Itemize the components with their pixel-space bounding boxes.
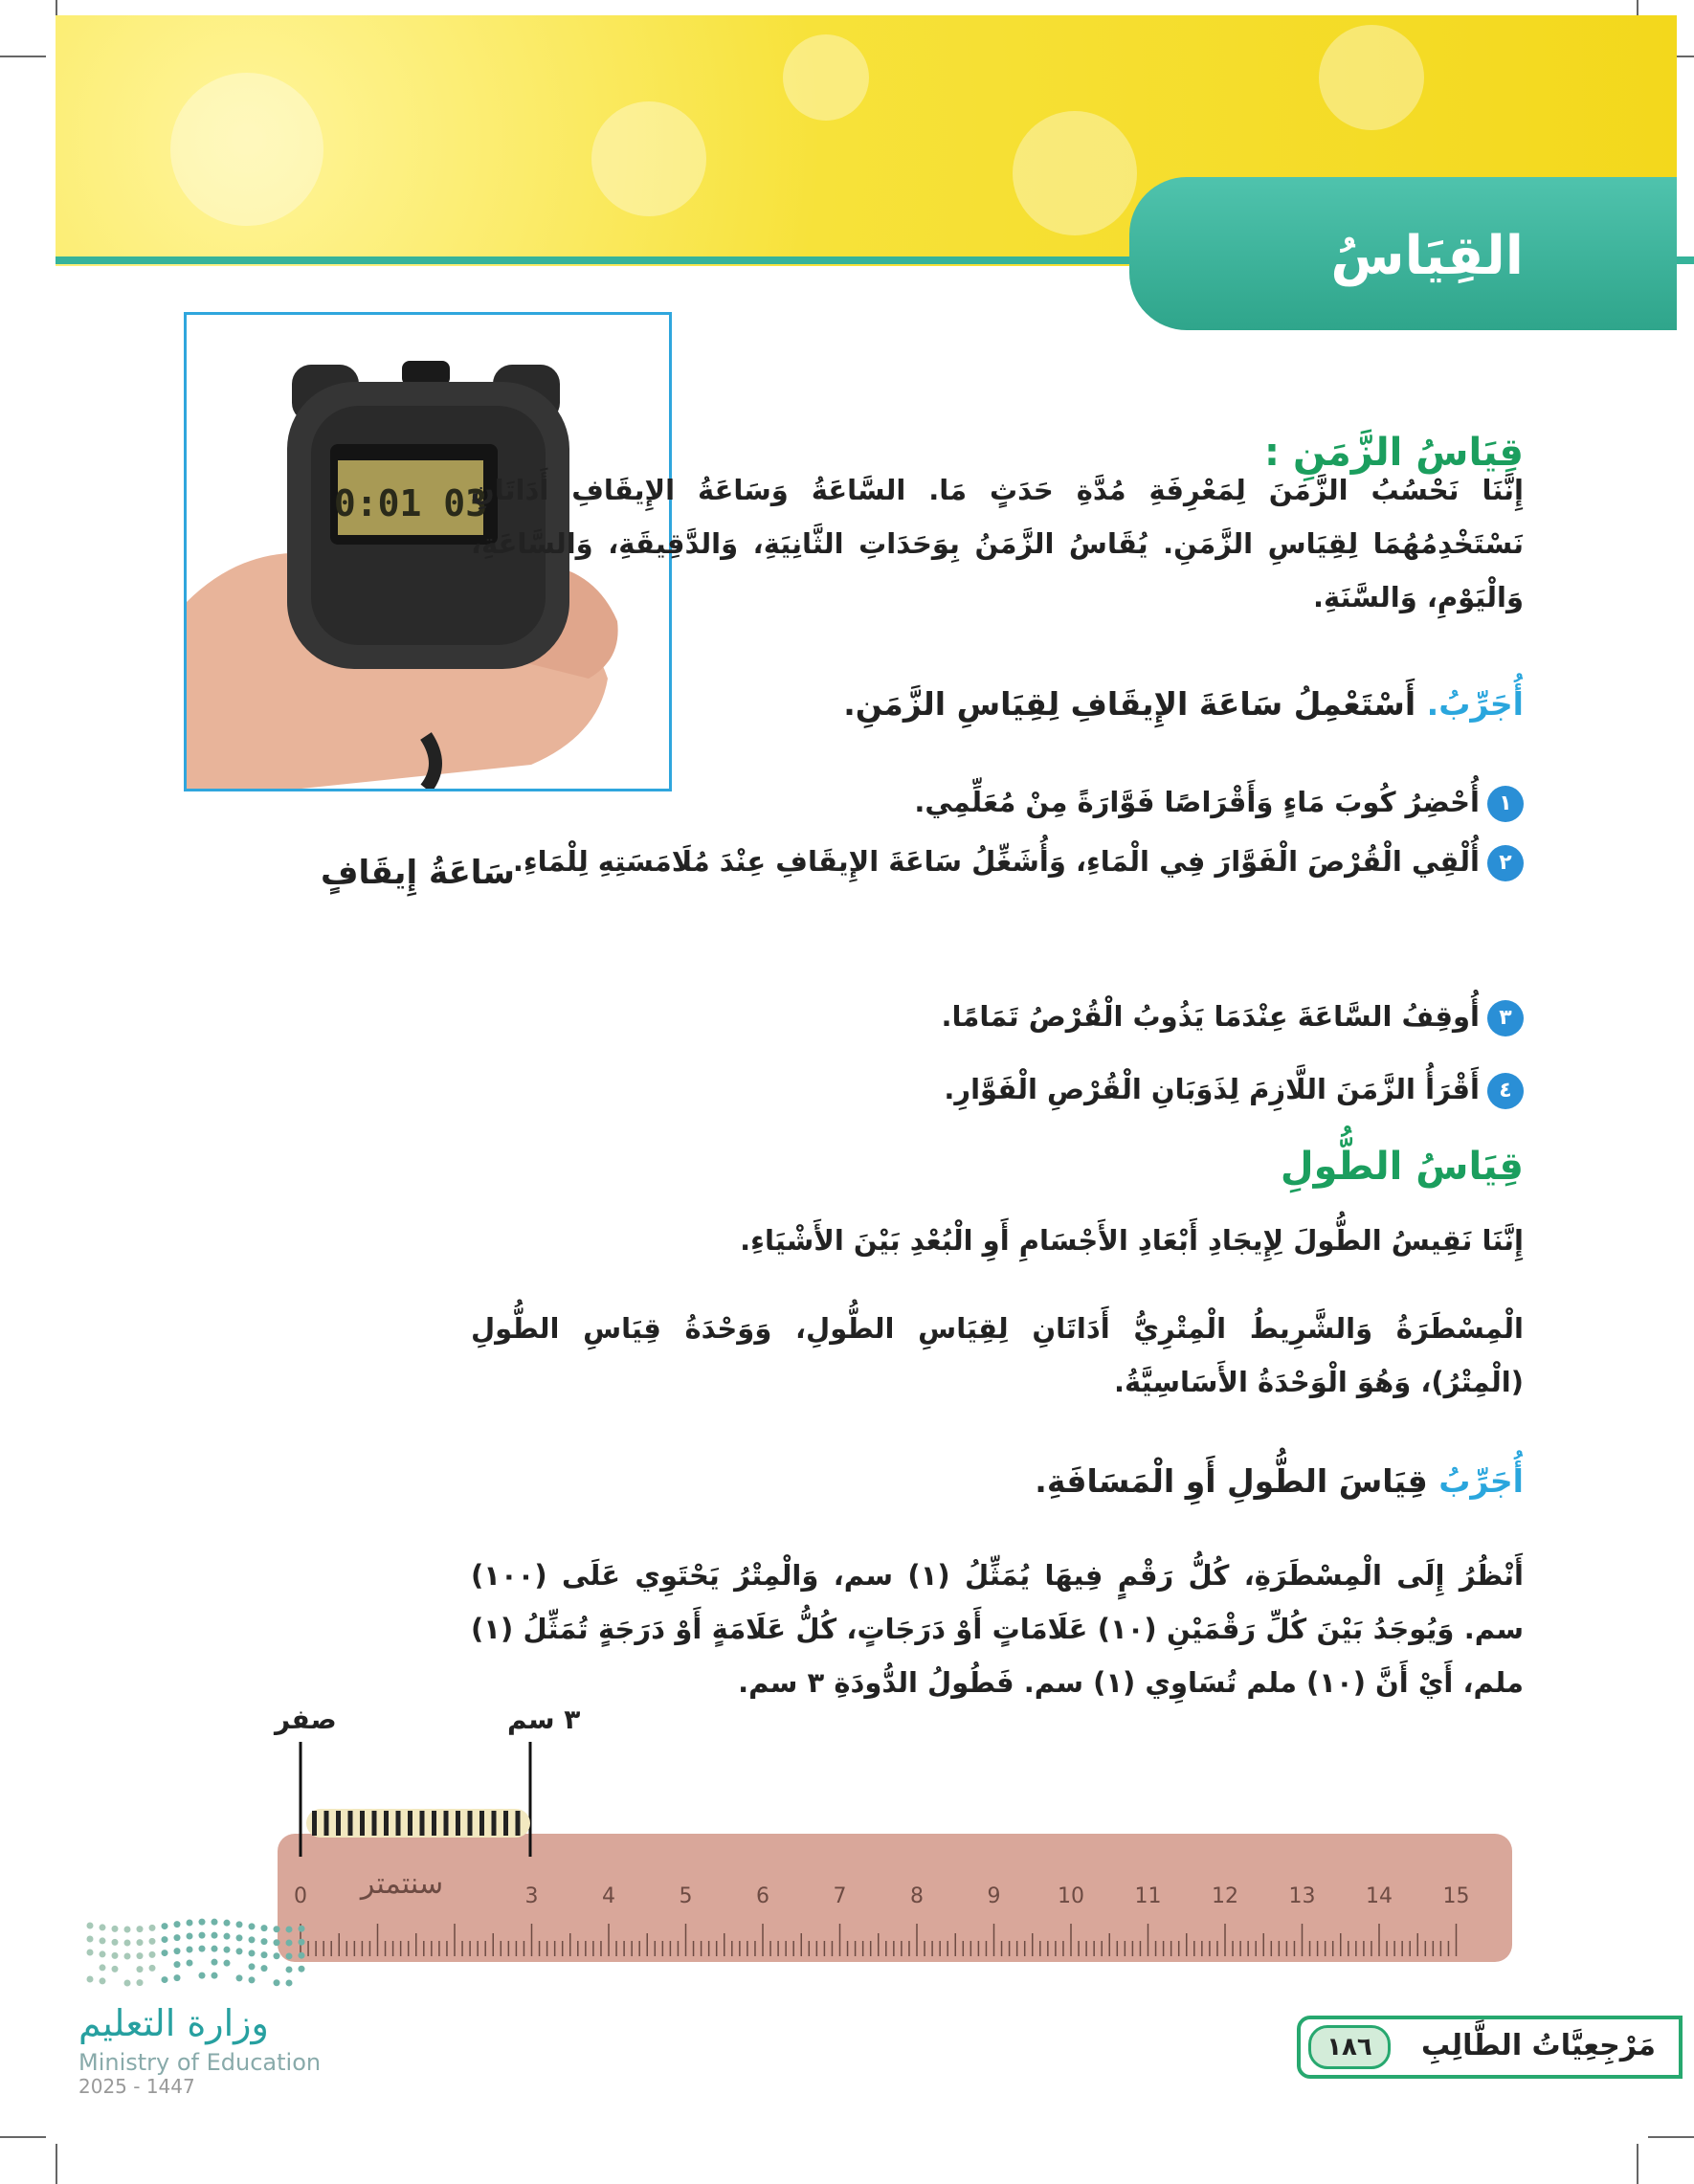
caterpillar-stripe [348,1811,353,1836]
photo-caption: سَاعَةُ إِيقَافٍ [320,854,515,892]
logo-dot [199,1932,206,1939]
logo-dot [100,1964,106,1971]
logo-dot [236,1934,243,1941]
logo-dot [261,1925,268,1931]
logo-dot [249,1936,256,1943]
logo-dot [286,1926,293,1932]
crop-mark [1637,2144,1638,2184]
logo-dot [149,1925,156,1931]
logo-dot [112,1966,119,1972]
ministry-arabic: وزارة التعليم [78,2002,269,2044]
crop-mark [0,2136,46,2138]
logo-dot [162,1950,168,1956]
logo-dot [87,1950,94,1956]
logo-dot [274,1939,280,1946]
caterpillar-stripe [324,1811,329,1836]
logo-dot [187,1959,193,1966]
logo-dot [162,1936,168,1943]
logo-dot [124,1979,131,1986]
logo-dot [236,1948,243,1954]
logo-dot [236,1921,243,1928]
caterpillar-stripe [456,1811,460,1836]
time-heading: قِيَاسُ الزَّمَنِ : [1264,431,1524,475]
caterpillar-stripe [444,1811,449,1836]
logo-dot [286,1979,293,1986]
logo-dot [212,1959,218,1966]
logo-dot [236,1974,243,1981]
step-number-icon: ١ [1487,786,1524,822]
length-paragraph-3: أَنْظُرُ إِلَى الْمِسْطَرَةِ، كُلُّ رَقْمٍ فِيهَا يُمَثِّلُ (١) سم، وَالْمِتْرُ يَحْتَوِي عَلَى (١٠٠) سم. وَيُوجَدُ بَيْنَ كُلِّ رَقْمَيْنِ (١٠) عَلَامَاتٍ أَوْ دَرَجَاتٍ، كُلُّ عَلَامَةٍ أَوْ دَرَجَةٍ تُمَثِّلُ (١) ملم، أَيْ أَنَّ (١٠) ملم تُسَاوِي (١) سم. فَطُولُ الدُّودَةِ ٣ سم. [471,1559,1524,1699]
logo-dot [249,1976,256,1983]
logo-dot [187,1932,193,1939]
logo-dot [100,1924,106,1930]
ruler-number: 5 [679,1884,693,1908]
title-tab [1129,177,1677,330]
ministry-year: 2025 - 1447 [78,2075,195,2098]
logo-dot [274,1952,280,1959]
logo-dot [187,1919,193,1926]
logo-dot [249,1950,256,1956]
step-number-icon: ٤ [1487,1073,1524,1109]
ruler-number: 7 [833,1884,847,1908]
step-number-icon: ٢ [1487,845,1524,881]
logo-dot [286,1952,293,1959]
logo-dot [162,1976,168,1983]
length-try-line [1035,1462,1524,1500]
ruler-number: 4 [602,1884,615,1908]
logo-dot [149,1951,156,1958]
caterpillar-stripe [420,1811,425,1836]
ruler-3cm-label: ٣ سم [507,1704,581,1735]
logo-dot [174,1921,181,1928]
caterpillar-stripe [396,1811,401,1836]
caterpillar-stripe [312,1811,317,1836]
logo-dot [149,1938,156,1945]
logo-dot [137,1952,144,1959]
ruler-number: 13 [1288,1884,1316,1908]
logo-dot [174,1934,181,1941]
ruler-illustration [268,1742,1522,1972]
logo-dot [299,1926,305,1932]
logo-dot [249,1963,256,1970]
step-text: أُحْضِرُ كُوبَ مَاءٍ وَأَقْرَاصًا فَوَّارَةً مِنْ مُعَلِّمِي. [914,786,1480,818]
footer-box [1297,2016,1683,2079]
logo-dot [112,1939,119,1946]
logo-dot [274,1979,280,1986]
ruler-number: 0 [294,1884,307,1908]
caterpillar-stripe [503,1811,508,1836]
stopwatch-display: 0:01 03 [333,482,488,524]
logo-dot [124,1926,131,1932]
logo-dot [199,1946,206,1952]
logo-dot [224,1960,231,1967]
logo-dot [286,1939,293,1946]
caterpillar-stripe [360,1811,365,1836]
logo-dot [261,1938,268,1945]
logo-dot [212,1932,218,1939]
ministry-english: Ministry of Education [78,2049,322,2076]
logo-dot [224,1933,231,1940]
try-text: قِيَاسَ الطُّولِ أَوِ الْمَسَافَةِ. [1035,1462,1428,1500]
caterpillar-stripe [468,1811,473,1836]
length-heading: قِيَاسُ الطُّولِ [1280,1145,1524,1189]
ministry-logo [82,1916,331,2002]
logo-dot [274,1926,280,1932]
caterpillar-stripe [516,1811,521,1836]
logo-dot [199,1919,206,1926]
logo-dot [87,1936,94,1943]
logo-dot [137,1966,144,1972]
logo-dot [286,1966,293,1972]
step-number-icon: ٣ [1487,1000,1524,1036]
ruler-number: 3 [524,1884,539,1908]
ruler-number: 8 [910,1884,924,1908]
crop-mark [0,56,46,57]
caterpillar-stripe [479,1811,484,1836]
ruler-number: 11 [1134,1884,1162,1908]
logo-dot [112,1952,119,1959]
logo-dot [224,1920,231,1927]
page-number: ١٨٦ [1308,2025,1391,2069]
step-item [471,1060,1524,1118]
step-text: أَقْرَأُ الزَّمَنَ اللَّازِمَ لِذَوَبَانِ الْقُرْصِ الْفَوَّارِ. [944,1073,1480,1105]
caterpillar-stripe [432,1811,436,1836]
logo-dot [124,1939,131,1946]
try-text: أَسْتَعْمِلُ سَاعَةَ الإِيقَافِ لِقِيَاسِ الزَّمَنِ. [843,685,1416,723]
try-label: أُجَرِّبُ [1438,1462,1524,1500]
logo-dot [299,1966,305,1972]
logo-dot [212,1946,218,1952]
logo-dot [299,1952,305,1959]
ruler-number: 15 [1442,1884,1470,1908]
logo-dot [224,1947,231,1953]
footer-label: مَرْجِعِيَّاتُ الطَّالِبِ [1421,2029,1656,2062]
ruler-number: 14 [1366,1884,1393,1908]
ruler-number: 10 [1058,1884,1084,1908]
length-paragraph-1: إِنَّنَا نَقِيسُ الطُّولَ لِإِيجَادِ أَبْعَادِ الأَجْسَامِ أَوِ الْبُعْدِ بَيْنَ الأَشْيَاءِ. [740,1224,1524,1257]
logo-dot [199,1972,206,1979]
logo-dot [261,1965,268,1972]
logo-dot [212,1972,218,1979]
crop-mark [56,2144,57,2184]
step-text: أُوقِفُ السَّاعَةَ عِنْدَمَا يَذُوبُ الْقُرْصُ تَمَامًا. [941,1000,1480,1033]
logo-dot [87,1923,94,1929]
logo-dot [249,1923,256,1929]
caterpillar-stripe [408,1811,412,1836]
caterpillar-stripe [492,1811,497,1836]
logo-dot [100,1937,106,1944]
crop-mark [1648,2136,1694,2138]
logo-dot [212,1919,218,1926]
logo-dot [87,1976,94,1983]
logo-dot [100,1977,106,1984]
logo-dot [112,1926,119,1932]
time-paragraph: إِنَّنَا نَحْسُبُ الزَّمَنَ لِمَعْرِفَةِ مُدَّةِ حَدَثٍ مَا. السَّاعَةُ وَسَاعَةُ الإِيقَافِ أَدَاتَانِ نَسْتَخْدِمُهُمَا لِقِيَاسِ الزَّمَنِ. يُقَاسُ الزَّمَنُ بِوَحَدَاتِ الثَّانِيَةِ، وَالدَّقِيقَةِ، وَالسَّاعَةِ، وَالْيَوْمِ، وَالسَّنَةِ. [471,474,1524,613]
ruler-number: 6 [756,1884,769,1908]
step-item [471,833,1524,890]
length-paragraph-2: الْمِسْطَرَةُ وَالشَّرِيطُ الْمِتْرِيُّ أَدَاتَانِ لِقِيَاسِ الطُّولِ، وَوَحْدَةُ قِيَاسِ الطُّولِ (الْمِتْرُ)، وَهُوَ الْوَحْدَةُ الأَسَاسِيَّةُ. [471,1312,1524,1398]
ruler-number: 12 [1212,1884,1238,1908]
logo-dot [149,1965,156,1972]
step-text: أُلْقِي الْقُرْصَ الْفَوَّارَ فِي الْمَاءِ، وَأُشَغِّلُ سَاعَةَ الإِيقَافِ عِنْدَ مُلَامَسَتِهِ لِلْمَاءِ. [512,845,1480,878]
logo-dot [137,1939,144,1946]
logo-dot [187,1946,193,1952]
step-item [471,773,1524,831]
logo-dot [299,1939,305,1946]
caterpillar [306,1809,530,1838]
caterpillar-stripe [384,1811,389,1836]
logo-dot [261,1951,268,1958]
caterpillar-stripe [372,1811,377,1836]
page-title: القِيَاسُ [1330,225,1524,287]
ruler-number: 9 [987,1884,1001,1908]
logo-dot [162,1923,168,1929]
try-label: أُجَرِّبُ. [1426,685,1524,723]
logo-dot [137,1926,144,1932]
step-item [471,988,1524,1045]
caterpillar-stripe [336,1811,341,1836]
logo-dot [100,1950,106,1957]
logo-dot [137,1979,144,1986]
time-try-line [843,685,1524,723]
logo-dot [124,1952,131,1959]
ruler-unit-label: سنتمتر [360,1867,444,1901]
logo-dot [174,1961,181,1968]
logo-dot [174,1948,181,1954]
ruler-zero-label: صفر [275,1704,337,1735]
logo-dot [174,1974,181,1981]
